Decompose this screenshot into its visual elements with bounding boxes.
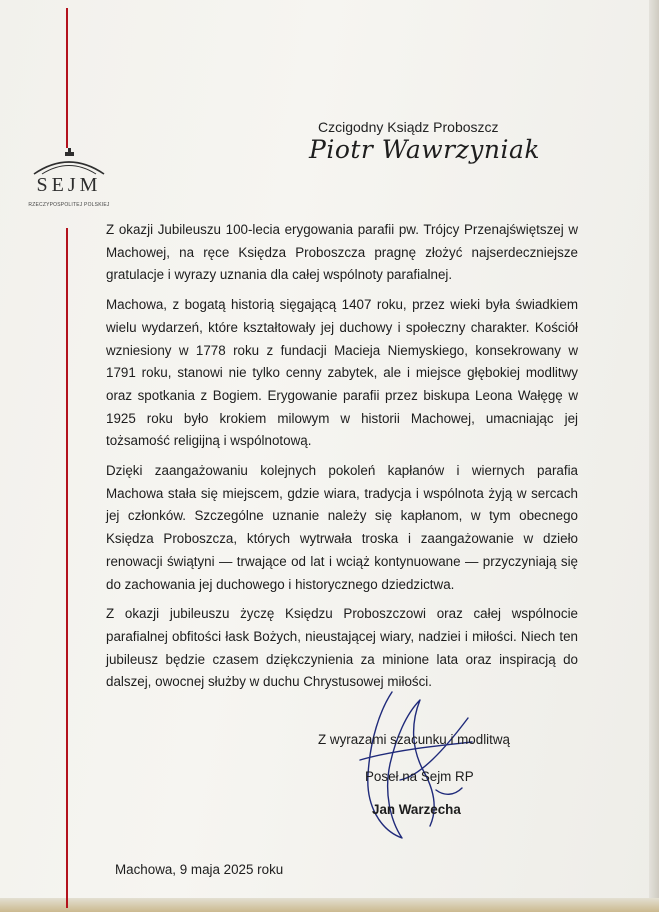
salutation: Czcigodny Ksiądz Proboszcz (318, 119, 499, 135)
red-margin-line-bottom (66, 228, 68, 908)
paper-edge-bottom (0, 898, 659, 912)
sejm-logo-word: SEJM (36, 174, 102, 196)
letter-body (106, 219, 578, 701)
paper-edge-right (649, 0, 659, 912)
closing-phrase: Z wyrazami szacunku i modlitwą (318, 732, 510, 747)
sejm-logo (28, 148, 110, 218)
body-paragraph: Z okazji Jubileuszu 100-lecia erygowania parafii pw. Trójcy Przenajświętszej w Machowej, na ręce Księdza Proboszcza pragnę złożyć najserdeczniejsze gratulacje i wyrazy uznania dla całej wspólnoty parafialnej. (106, 222, 578, 283)
sender-name: Jan Warzecha (372, 802, 461, 817)
red-margin-line-top (66, 8, 68, 148)
body-paragraph: Z okazji jubileuszu życzę Księdzu Proboszczowi oraz całej wspólnocie parafialnej obfitości łask Bożych, nieustającej wiary, nadziei i miłości. Niech ten jubileusz będzie czasem dziękczynienia za minione lata oraz inspiracją do dalszej, owocnej służby w duchu Chrystusowej miłości. (106, 606, 578, 690)
recipient-name: Piotr Wawrzyniak (309, 135, 541, 164)
sejm-logo-subtitle: RZECZYPOSPOLITEJ POLSKIEJ (28, 202, 110, 208)
body-paragraph: Machowa, z bogatą historią sięgającą 1407 roku, przez wieki była świadkiem wielu wydarzeń, które kształtowały jej duchowy i społeczny charakter. Kościół wzniesiony w 1778 roku z fundacji Macieja Niemyskiego, konsekrowany w 1791 roku, stanowi nie tylko cenny zabytek, ale i miejsce głębokiej modlitwy oraz spotkania z Bogiem. Erygowanie parafii przez biskupa Leona Wałęgę w 1925 roku było krokiem milowym w historii Machowej, umacniając jej tożsamość religijną i wspólnotową. (106, 297, 578, 449)
sender-position: Poseł na Sejm RP (365, 769, 474, 784)
place-and-date: Machowa, 9 maja 2025 roku (115, 862, 284, 877)
body-paragraph: Dzięki zaangażowaniu kolejnych pokoleń kapłanów i wiernych parafia Machowa stała się miejscem, gdzie wiara, tradycja i wspólnota żyją w sercach jej członków. Szczególne uznanie należy się kapłanom, w tym obecnego Księdza Proboszcza, których wytrwała troska i zaangażowanie w dzieło renowacji świątyni — trwające od lat i wciąż kontynuowane — przyczyniają się do zachowania jej duchowego i historycznego dziedzictwa. (106, 463, 578, 592)
sejm-emblem-icon (28, 148, 110, 176)
handwritten-signature (340, 680, 480, 850)
